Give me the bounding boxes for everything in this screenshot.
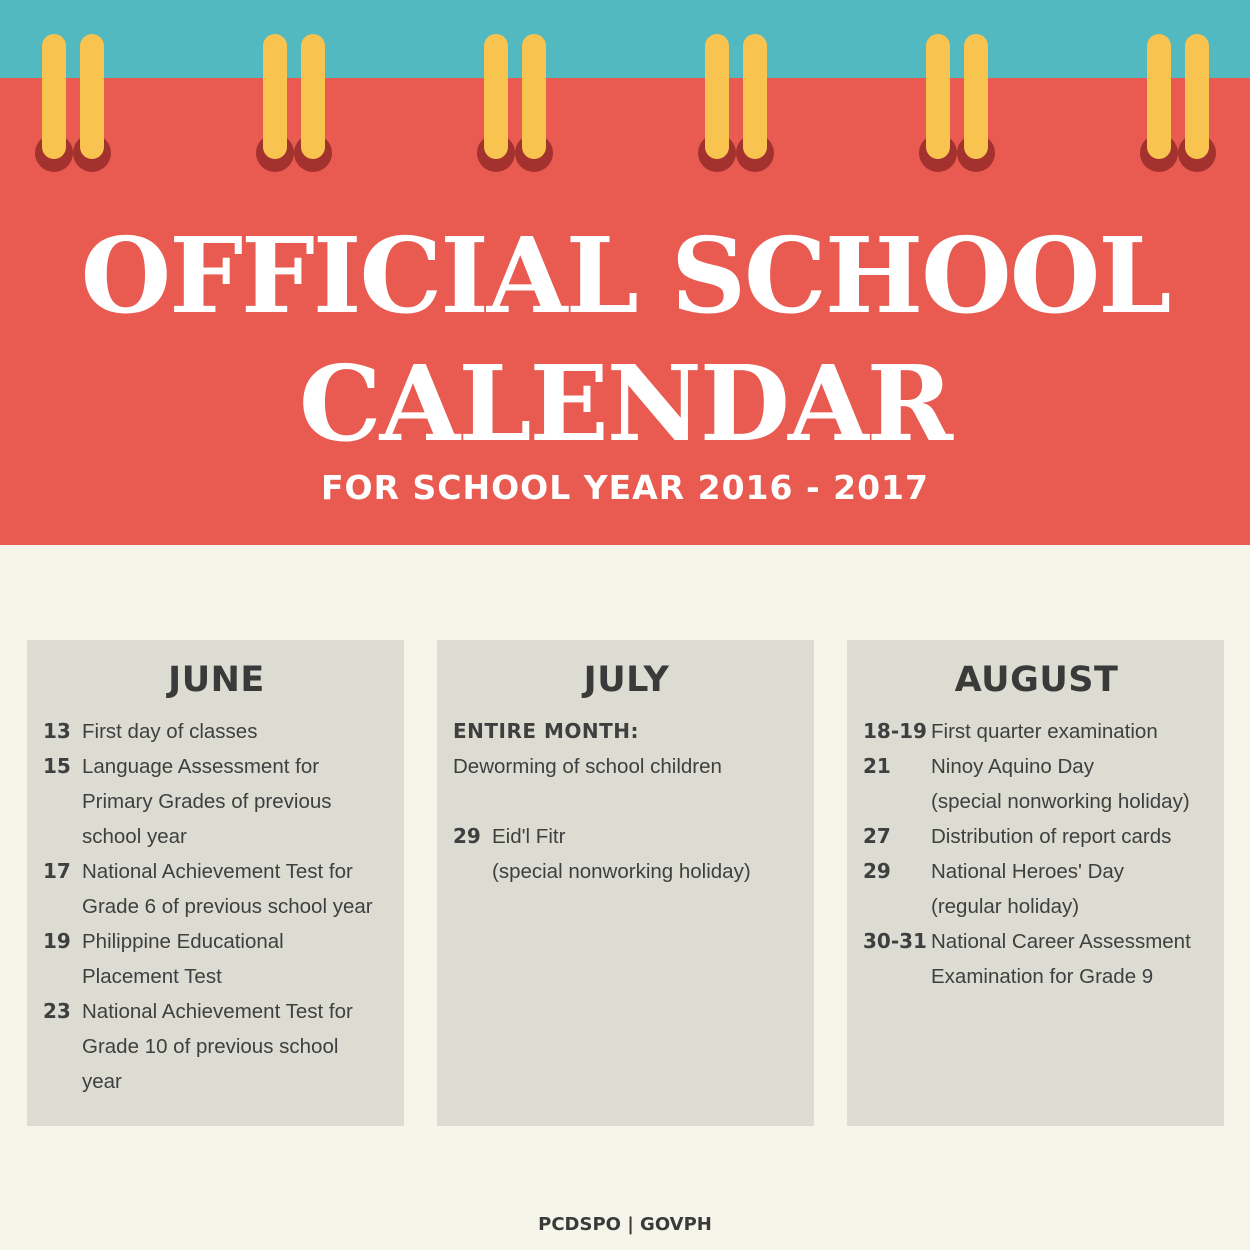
event-day: 19: [43, 929, 71, 953]
event-text: National Heroes' Day (regular holiday): [931, 860, 1125, 918]
month-title: JUNE: [168, 660, 265, 700]
binder-ring-icon: [1140, 34, 1216, 174]
subtitle: FOR SCHOOL YEAR 2016 - 2017: [321, 468, 929, 507]
event-day: 30-31: [863, 929, 927, 953]
event-row: [43, 714, 390, 749]
event-text: Eid'l Fitr (special nonworking holiday): [492, 825, 751, 883]
event-row: [863, 854, 1210, 924]
event-day: 29: [863, 859, 891, 883]
footer-credit: PCDSPO | GOVPH: [538, 1214, 712, 1235]
event-day: 15: [43, 754, 71, 778]
event-text: Ninoy Aquino Day (special nonworking holiday): [931, 755, 1190, 813]
binder-ring-icon: [477, 34, 553, 174]
entire-month-text: Deworming of school children: [453, 755, 722, 778]
event-text: National Achievement Test for Grade 6 of previous school year: [82, 860, 373, 918]
event-row: [43, 994, 390, 1099]
event-day: 27: [863, 824, 891, 848]
event-text: National Career Assessment Examination for Grade 9: [931, 930, 1191, 988]
event-row: [43, 749, 390, 854]
event-text: Language Assessment for Primary Grades of previous school year: [82, 755, 332, 848]
event-row: [43, 854, 390, 924]
binder-ring-icon: [698, 34, 774, 174]
binder-ring-icon: [256, 34, 332, 174]
event-row: [863, 924, 1210, 994]
binder-ring-icon: [35, 34, 111, 174]
event-row: [863, 749, 1210, 819]
month-title: AUGUST: [954, 660, 1119, 700]
top-strip: [0, 0, 1250, 80]
entire-month-label: ENTIRE MONTH:: [453, 719, 640, 743]
event-row: [863, 714, 1210, 749]
event-day: 13: [43, 719, 71, 743]
event-text: First day of classes: [82, 720, 258, 743]
event-day: 18-19: [863, 719, 927, 743]
month-panel-august: [847, 640, 1224, 1126]
title-line-1: OFFICIAL SCHOOL: [80, 214, 1170, 337]
binder-ring-icon: [919, 34, 995, 174]
event-text: Distribution of report cards: [931, 825, 1172, 848]
event-row: [43, 924, 390, 994]
event-day: 29: [453, 824, 481, 848]
month-panel-july: [437, 640, 814, 1126]
event-day: 23: [43, 999, 71, 1023]
event-row: [453, 819, 800, 889]
event-text: Philippine Educational Placement Test: [82, 930, 284, 988]
title-line-2: CALENDAR: [298, 342, 952, 465]
event-day: 17: [43, 859, 71, 883]
event-text: National Achievement Test for Grade 10 of previous school year: [82, 1000, 353, 1093]
month-panel-june: [27, 640, 404, 1126]
event-text: First quarter examination: [931, 720, 1158, 743]
event-day: 21: [863, 754, 891, 778]
event-row: [863, 819, 1210, 854]
month-title: JULY: [583, 660, 670, 700]
